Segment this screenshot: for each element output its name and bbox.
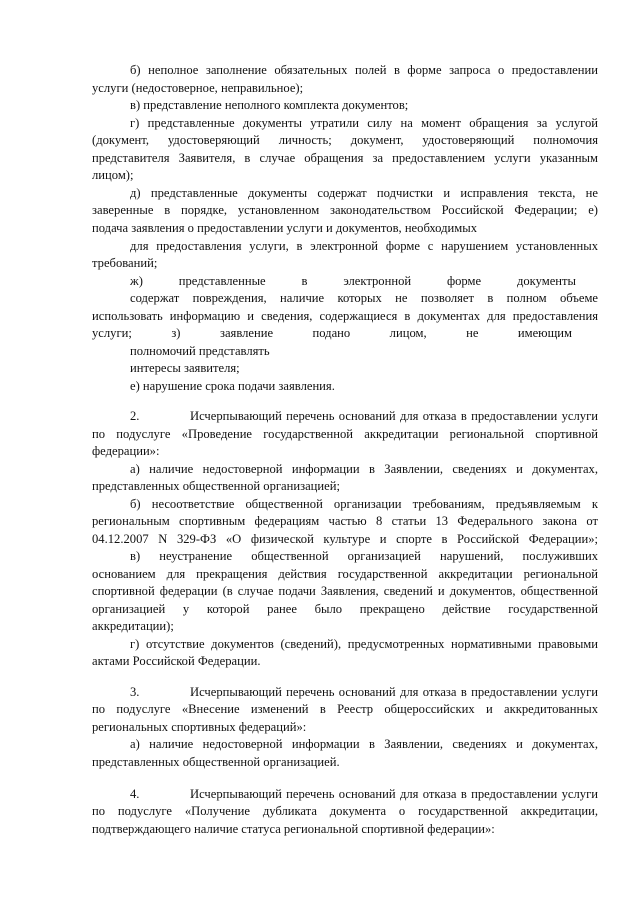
text-line: заверенные в порядке, установленном законодательством Российской Федерации; е) bbox=[92, 203, 598, 217]
text-line: д) представленные документы содержат подчистки и исправления текста, не bbox=[130, 186, 598, 200]
section-number: 4. bbox=[130, 787, 140, 801]
text-line: б) несоответствие общественной организации требованиям, предъявляемым к bbox=[130, 497, 598, 511]
section-heading-line: 3. Исчерпывающий перечень оснований для отказа в предоставлении услуги bbox=[130, 685, 598, 699]
text-line: представленных общественной организацией; bbox=[92, 479, 340, 493]
text-line: по подуслуге «Внесение изменений в Реестр общероссийских и аккредитованных bbox=[92, 702, 598, 716]
text-line: е) нарушение срока подачи заявления. bbox=[130, 379, 335, 393]
text-line: г) представленные документы утратили силу на момент обращения за услугой bbox=[130, 116, 598, 130]
text-line: федерации»: bbox=[92, 444, 160, 458]
text-line: по подуслуге «Проведение государственной аккредитации региональной спортивной bbox=[92, 427, 598, 441]
text-line: содержат повреждения, наличие которых не позволяет в полном объеме bbox=[130, 291, 598, 305]
text-line: организацией у которой ранее было прекращено действие государственной bbox=[92, 602, 598, 616]
text-line: региональных спортивных федераций»: bbox=[92, 720, 307, 734]
section-number: 2. bbox=[130, 409, 140, 423]
text-line: а) наличие недостоверной информации в Заявлении, сведениях и документах, bbox=[130, 462, 598, 476]
text-line: требований; bbox=[92, 256, 158, 270]
text-line: интересы заявителя; bbox=[130, 361, 240, 375]
text-line: региональным спортивным федерациям частью 8 статьи 13 Федерального закона от bbox=[92, 514, 598, 528]
text-line: услуги; з) заявление подано лицом, не имеющим bbox=[92, 326, 572, 340]
text-line: в) представление неполного комплекта документов; bbox=[130, 98, 409, 112]
text-line: спортивной федерации (в случае подачи Заявления, сведений и документов, общественной bbox=[92, 584, 598, 598]
section-heading-line: 2. Исчерпывающий перечень оснований для отказа в предоставлении услуги bbox=[130, 409, 598, 423]
section-heading-line: 4. Исчерпывающий перечень оснований для отказа в предоставлении услуги bbox=[130, 787, 598, 801]
text-line: основанием для прекращения действия государственной аккредитации региональной bbox=[92, 567, 598, 581]
text-line: для предоставления услуги, в электронной форме с нарушением установленных bbox=[130, 239, 598, 253]
text-line: по подуслуге «Получение дубликата документа о государственной аккредитации, bbox=[92, 804, 598, 818]
text-line: актами Российской Федерации. bbox=[92, 654, 261, 668]
text-line: услуги (недостоверное, неправильное); bbox=[92, 81, 304, 95]
text-line: ж) представленные в электронной форме документы bbox=[130, 274, 576, 288]
text-line: 04.12.2007 N 329-ФЗ «О физической культуре и спорте в Российской Федерации»; bbox=[92, 532, 598, 546]
text-line: лицом); bbox=[92, 168, 134, 182]
text-line: б) неполное заполнение обязательных полей в форме запроса о предоставлении bbox=[130, 63, 598, 77]
text-line: в) неустранение общественной организацией нарушений, послуживших bbox=[130, 549, 598, 563]
text-line: а) наличие недостоверной информации в Заявлении, сведениях и документах, bbox=[130, 737, 598, 751]
text-line: (документ, удостоверяющий личность; документ, удостоверяющий полномочия bbox=[92, 133, 598, 147]
text-line: подтверждающего наличие статуса региональной спортивной федерации»: bbox=[92, 822, 495, 836]
text-line: использовать информацию и сведения, содержащиеся в документах для предоставления bbox=[92, 309, 598, 323]
text-line: подача заявления о предоставлении услуги и документов, необходимых bbox=[92, 221, 477, 235]
text-line: г) отсутствие документов (сведений), предусмотренных нормативными правовыми bbox=[130, 637, 598, 651]
section-number: 3. bbox=[130, 685, 140, 699]
text-line: аккредитации); bbox=[92, 619, 174, 633]
text-line: представленных общественной организацией. bbox=[92, 755, 340, 769]
text-line: полномочий представлять bbox=[130, 344, 270, 358]
text-line: представителя Заявителя, в случае обращения за предоставлением услуги указанным bbox=[92, 151, 598, 165]
